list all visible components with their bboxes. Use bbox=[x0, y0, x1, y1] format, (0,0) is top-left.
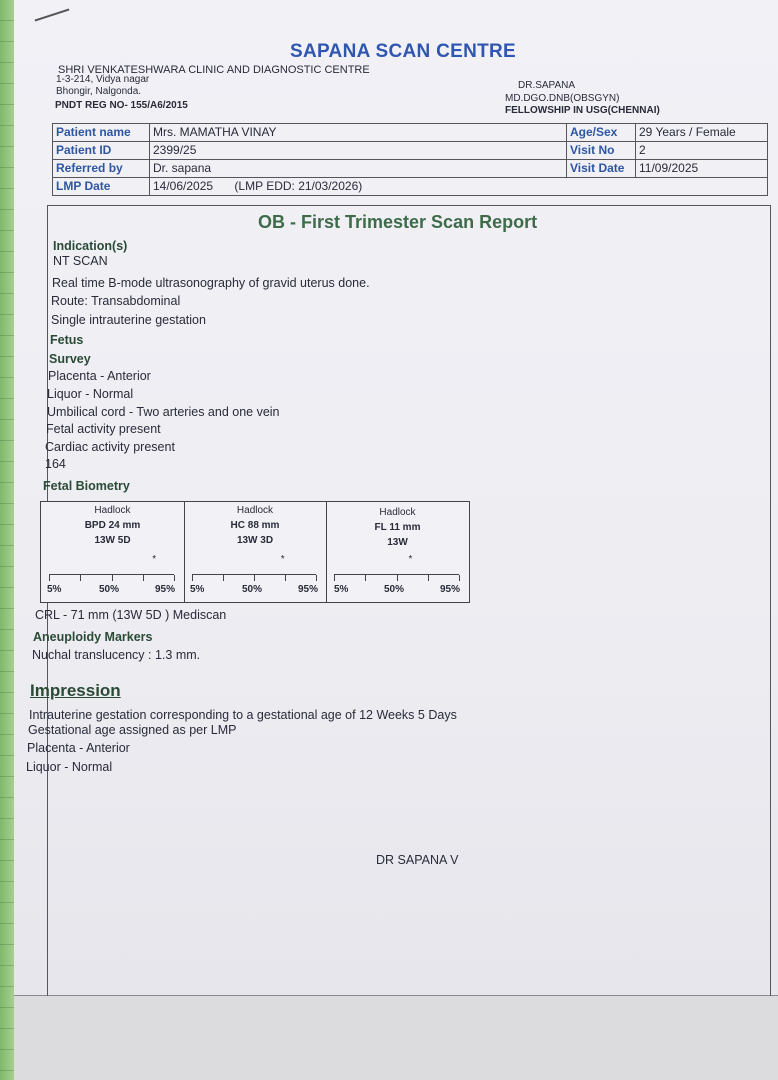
doctor-signature: DR SAPANA V bbox=[376, 853, 459, 867]
fetal-activity-line: Fetal activity present bbox=[46, 422, 161, 436]
lmp-date-value: 14/06/2025 bbox=[153, 179, 214, 193]
fl-measure: FL 11 mm bbox=[374, 522, 421, 533]
bpd-tick bbox=[49, 575, 50, 581]
hc-method: Hadlock bbox=[236, 505, 274, 516]
biometry-hc bbox=[184, 502, 327, 602]
bpd-tick bbox=[143, 575, 144, 581]
placenta-line: Placenta - Anterior bbox=[48, 369, 151, 383]
biometry-chart bbox=[40, 501, 470, 603]
biometry-bpd bbox=[41, 502, 185, 602]
bpd-tick bbox=[80, 575, 81, 581]
fhr-line: 164 bbox=[45, 457, 66, 471]
bpd-p5: 5% bbox=[47, 584, 62, 595]
lmp-edd: (LMP EDD: 21/03/2026) bbox=[234, 179, 363, 193]
gestation-line: Single intrauterine gestation bbox=[51, 313, 206, 327]
survey-heading: Survey bbox=[49, 352, 91, 366]
doctor-name: DR.SAPANA bbox=[518, 80, 576, 91]
hc-tick bbox=[316, 575, 317, 581]
lmp-date-cell bbox=[150, 178, 768, 196]
liquor-line: Liquor - Normal bbox=[47, 387, 134, 401]
impression-heading: Impression bbox=[30, 681, 121, 700]
hc-tick bbox=[223, 575, 224, 581]
hc-ga: 13W 3D bbox=[236, 535, 274, 546]
fl-p95: 95% bbox=[440, 584, 461, 595]
pndt-registration: PNDT REG NO- 155/A6/2015 bbox=[55, 100, 188, 111]
age-sex-label: Age/Sex bbox=[567, 124, 636, 142]
bpd-percentile-marker: * bbox=[152, 554, 157, 565]
nt-line: Nuchal translucency : 1.3 mm. bbox=[32, 648, 201, 662]
patient-name-value: Mrs. MAMATHA VINAY bbox=[150, 124, 567, 142]
clinic-address-line1: 1-3-214, Vidya nagar bbox=[56, 74, 150, 85]
fl-tick bbox=[334, 575, 335, 581]
patient-id-label: Patient ID bbox=[53, 142, 150, 160]
bpd-tick bbox=[112, 575, 113, 581]
fl-p5: 5% bbox=[334, 584, 349, 595]
impression-line1: Intrauterine gestation corresponding to a gestational age of 12 Weeks 5 Days bbox=[29, 708, 457, 722]
hc-p95: 95% bbox=[298, 584, 319, 595]
fl-tick bbox=[428, 575, 429, 581]
clinic-address-line2: Bhongir, Nalgonda. bbox=[56, 86, 142, 97]
fl-percentile-marker: * bbox=[408, 554, 413, 565]
fl-tick bbox=[459, 575, 460, 581]
clinic-subtitle: SHRI VENKATESHWARA CLINIC AND DIAGNOSTIC CENTRE bbox=[58, 64, 370, 76]
biometry-heading: Fetal Biometry bbox=[43, 479, 130, 493]
visit-no-value: 2 bbox=[636, 142, 768, 160]
hc-p5: 5% bbox=[190, 584, 205, 595]
fl-ga: 13W bbox=[387, 537, 408, 548]
visit-no-label: Visit No bbox=[567, 142, 636, 160]
bpd-tick bbox=[174, 575, 175, 581]
report-title: OB - First Trimester Scan Report bbox=[258, 212, 538, 232]
age-sex-value: 29 Years / Female bbox=[636, 124, 768, 142]
doctor-fellowship: FELLOWSHIP IN USG(CHENNAI) bbox=[505, 105, 660, 116]
bpd-p95: 95% bbox=[155, 584, 176, 595]
lmp-date-label: LMP Date bbox=[53, 178, 150, 196]
hc-axis bbox=[192, 574, 316, 581]
doctor-degree: MD.DGO.DNB(OBSGYN) bbox=[505, 93, 620, 104]
cord-line: Umbilical cord - Two arteries and one vein bbox=[47, 405, 280, 419]
fetus-heading: Fetus bbox=[50, 333, 84, 347]
patient-id-value: 2399/25 bbox=[150, 142, 567, 160]
referred-by-label: Referred by bbox=[53, 160, 150, 178]
bpd-measure: BPD 24 mm bbox=[84, 520, 141, 531]
biometry-fl bbox=[326, 502, 469, 602]
bpd-p50: 50% bbox=[99, 584, 120, 595]
fl-method: Hadlock bbox=[379, 507, 416, 518]
visit-date-value: 11/09/2025 bbox=[636, 160, 768, 178]
patient-name-label: Patient name bbox=[53, 124, 150, 142]
hc-tick bbox=[254, 575, 255, 581]
impression-line3: Placenta - Anterior bbox=[27, 741, 130, 755]
aneuploidy-heading: Aneuploidy Markers bbox=[33, 630, 153, 644]
indication-heading: Indication(s) bbox=[53, 239, 128, 253]
bpd-ga: 13W 5D bbox=[94, 535, 131, 546]
route-line: Route: Transabdominal bbox=[51, 294, 181, 308]
bpd-method: Hadlock bbox=[94, 505, 131, 516]
clinic-name: SAPANA SCAN CENTRE bbox=[290, 41, 517, 62]
bpd-axis bbox=[49, 574, 174, 581]
visit-date-label: Visit Date bbox=[567, 160, 636, 178]
crl-line: CRL - 71 mm (13W 5D ) Mediscan bbox=[35, 608, 227, 622]
referred-by-value: Dr. sapana bbox=[150, 160, 567, 178]
fl-axis bbox=[334, 574, 459, 581]
hc-measure: HC 88 mm bbox=[230, 520, 280, 531]
cardiac-activity-line: Cardiac activity present bbox=[45, 440, 175, 454]
fl-tick bbox=[365, 575, 366, 581]
binder-lines bbox=[0, 0, 14, 1080]
impression-line4: Liquor - Normal bbox=[26, 760, 113, 774]
hc-p50: 50% bbox=[242, 584, 263, 595]
impression-line2: Gestational age assigned as per LMP bbox=[28, 723, 237, 737]
hc-percentile-marker: * bbox=[280, 554, 285, 565]
fl-tick bbox=[397, 575, 398, 581]
hc-tick bbox=[192, 575, 193, 581]
bmode-line: Real time B-mode ultrasonography of gravid uterus done. bbox=[52, 276, 370, 290]
hc-tick bbox=[285, 575, 286, 581]
fl-p50: 50% bbox=[384, 584, 405, 595]
patient-info-table bbox=[52, 123, 768, 196]
indication-value: NT SCAN bbox=[53, 254, 108, 268]
